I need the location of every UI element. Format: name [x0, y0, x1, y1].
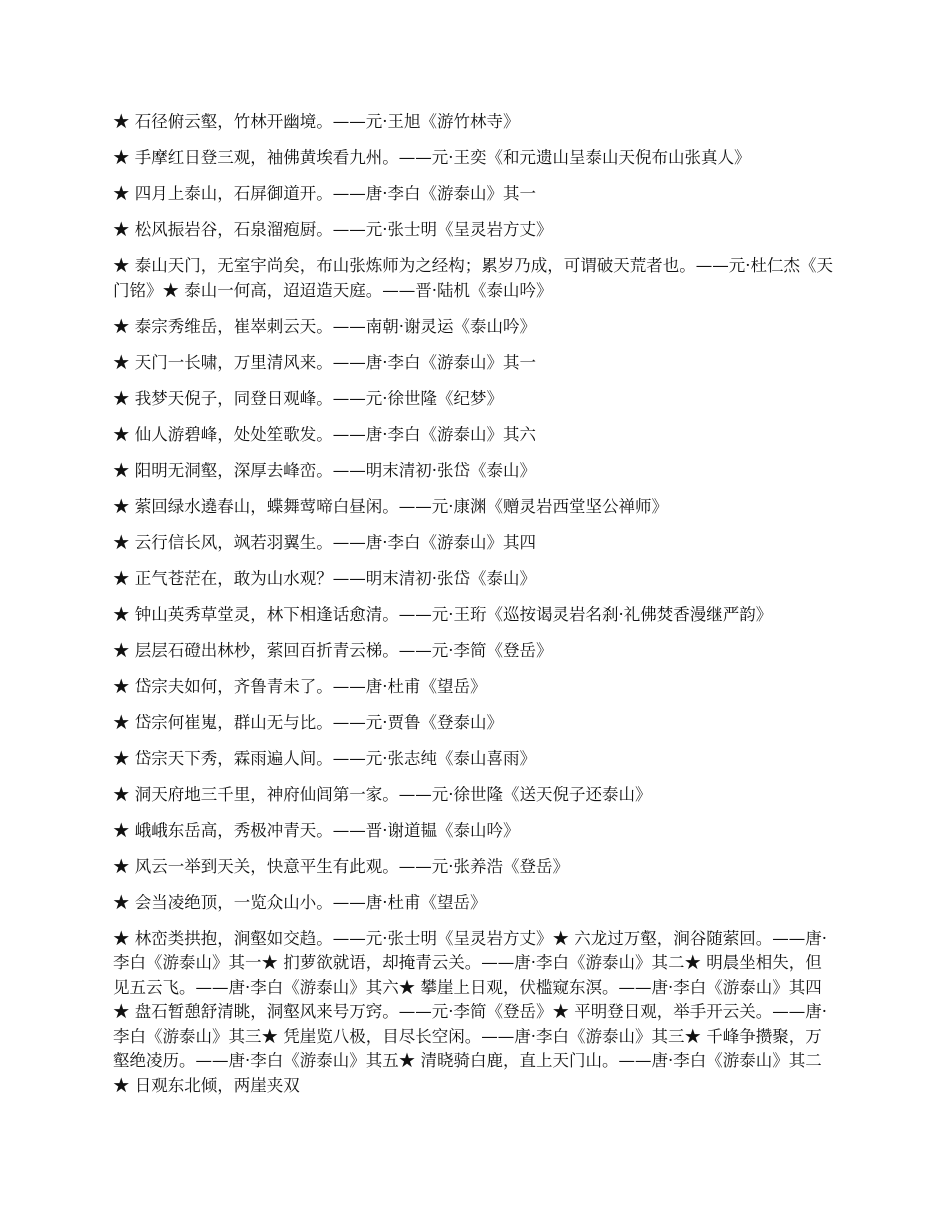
quote-paragraph: ★ 仙人游碧峰，处处笙歌发。——唐·李白《游泰山》其六 [113, 424, 536, 444]
quote-paragraph: ★ 洞天府地三千里，神府仙闾第一家。——元·徐世隆《送天倪子还泰山》 [113, 784, 652, 804]
quote-paragraph: ★ 泰山天门，无室宇尚矣，布山张炼师为之经构；累岁乃成，可谓破天荒者也。——元·杜仁杰《天门铭》★ 泰山一何高，迢迢造天庭。——晋·陆机《泰山吟》 [113, 256, 833, 300]
quote-paragraph: ★ 会当凌绝顶，一览众山小。——唐·杜甫《望岳》 [113, 892, 487, 912]
quote-paragraph: ★ 正气苍茫在，敢为山水观？——明末清初·张岱《泰山》 [113, 568, 536, 588]
quote-paragraph: ★ 我梦天倪子，同登日观峰。——元·徐世隆《纪梦》 [113, 388, 503, 408]
quote-paragraph: ★ 天门一长啸，万里清风来。——唐·李白《游泰山》其一 [113, 352, 536, 372]
quote-paragraph: ★ 层层石磴出林杪，萦回百折青云梯。——元·李简《登岳》 [113, 640, 553, 660]
quote-paragraph: ★ 云行信长风，飒若羽翼生。——唐·李白《游泰山》其四 [113, 532, 536, 552]
quote-paragraph: ★ 林峦类拱抱，涧壑如交趋。——元·张士明《呈灵岩方丈》★ 六龙过万壑，涧谷随萦回。——唐·李白《游泰山》其一★ 扪萝欲就语，却掩青云关。——唐·李白《游泰山》其二★ 明晨坐相失，但见五云飞。——唐·李白《游泰山》其六★ 攀崖上日观，伏槛窥东溟。——唐·李白《游泰山》其四★ 盘石暂憩舒清眺，洞壑风来号万窍。——元·李简《登岳》★ 平明登日观，举手开云关。——唐·李白《游泰山》其三★ 凭崖览八极，目尽长空闲。——唐·李白《游泰山》其三★ 千峰争攒聚，万壑绝凌历。——唐·李白《游泰山》其五★ 清晓骑白鹿，直上天门山。——唐·李白《游泰山》其二★ 日观东北倾，两崖夹双 [113, 928, 827, 1095]
quote-paragraph: ★ 阳明无洞壑，深厚去峰峦。——明末清初·张岱《泰山》 [113, 460, 536, 480]
quote-paragraph: ★ 风云一举到天关，快意平生有此观。——元·张养浩《登岳》 [113, 856, 569, 876]
quote-paragraph: ★ 手摩红日登三观，袖佛黄埃看九州。——元·王奕《和元遗山呈泰山天倪布山张真人》 [113, 148, 751, 167]
quote-paragraph: ★ 松风振岩谷，石泉溜疱厨。——元·张士明《呈灵岩方丈》 [113, 220, 553, 239]
quote-paragraph: ★ 萦回绿水遶春山，蝶舞莺啼白昼闲。——元·康渊《赠灵岩西堂坚公禅师》 [113, 496, 668, 516]
quote-paragraph: ★ 四月上泰山，石屏御道开。——唐·李白《游泰山》其一 [113, 184, 536, 203]
quote-paragraph: ★ 岱宗天下秀，霖雨遍人间。——元·张志纯《泰山喜雨》 [113, 748, 536, 768]
quote-paragraph: ★ 岱宗何崔嵬，群山无与比。——元·贾鲁《登泰山》 [113, 712, 503, 732]
document-page [113, 110, 838, 1098]
quote-paragraph: ★ 峨峨东岳高，秀极冲青天。——晋·谢道韫《泰山吟》 [113, 820, 520, 840]
quote-paragraph: ★ 石径俯云壑，竹林开幽境。——元·王旭《游竹林寺》 [113, 112, 520, 131]
quote-paragraph: ★ 泰宗秀维岳，崔崒刺云天。——南朝·谢灵运《泰山吟》 [113, 316, 536, 336]
quote-paragraph: ★ 岱宗夫如何，齐鲁青未了。——唐·杜甫《望岳》 [113, 676, 487, 696]
quote-paragraph: ★ 钟山英秀草堂灵，林下相逢话愈清。——元·王珩《巡按谒灵岩名刹·礼佛焚香漫继严韵》 [113, 604, 773, 624]
